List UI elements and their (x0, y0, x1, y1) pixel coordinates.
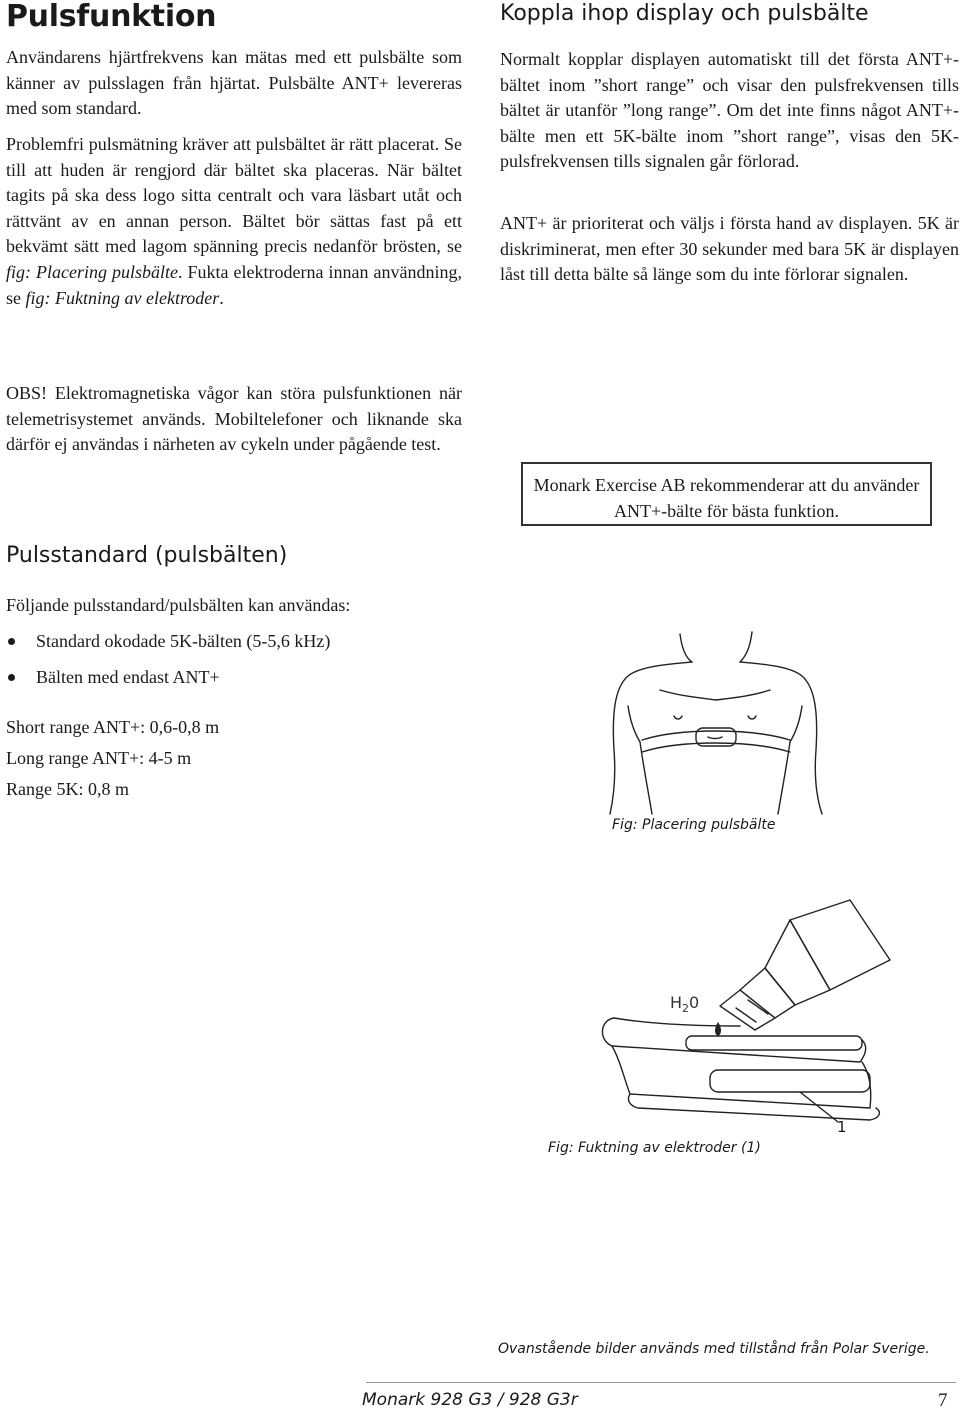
spec-long-range: Long range ANT+: 4-5 m (6, 748, 192, 768)
obs-paragraph: OBS! Elektromagnetiska vågor kan störa pulsfunktionen när telemetrisystemet används. Mobiltelefoner och liknande ska därför ej användas i närheten av cykeln under pågående test. (6, 383, 462, 455)
pairing-heading: Koppla ihop display och pulsbälte (500, 1, 869, 26)
obs-label: OBS! (6, 383, 48, 403)
fig-placement-caption: Fig: Placering pulsbälte (612, 817, 776, 833)
electrode-moistening-illustration (590, 890, 910, 1140)
pulse-standard-heading: Pulsstandard (pulsbälten) (6, 543, 288, 568)
pulse-standard-intro: Följande pulsstandard/pulsbälten kan användas: (6, 595, 351, 615)
page-title: Pulsfunktion (6, 0, 217, 34)
intro-paragraph: Användarens hjärtfrekvens kan mätas med ett pulsbälte som känner av pulsslagen från hjärtat. Pulsbälte ANT+ levereras med som standard. (6, 47, 462, 119)
h2o-label: $H_20$ (670, 993, 700, 1015)
footer-model: Monark 928 G3 / 928 G3r (362, 1390, 578, 1410)
page-number: 7 (938, 1390, 948, 1411)
bullet-icon (8, 674, 15, 681)
callout-number: 1 (837, 1118, 847, 1136)
pairing-paragraph: Normalt kopplar displayen automatiskt till det första ANT+-bältet inom ”short range” och visar den pulsfrekvensen tills bältet är utanför ”long range”. Om det inte finns något ANT+-bälte men ett 5K-bälte inom ”short range”, visas den 5K-pulsfrekvensen tills signalen går förlorad. (500, 49, 959, 172)
priority-paragraph: ANT+ är prioriterat och väljs i första hand av displayen. 5K är diskriminerat, men efter 30 sekunder med bara 5K är displayen låst till detta bälte så länge som du inte förlorar signalen. (500, 213, 959, 285)
pulse-standard-list (4, 630, 454, 702)
placement-paragraph: Problemfri pulsmätning kräver att pulsbältet är rätt placerat. Se till att huden är rengjord där bältet ska placeras. När bältet tagits på ska dess logo sitta centralt och vara läsbart utåt och rättvänt av en annan person. Bältet bör sättas fast på ett bekvämt sätt med lagom spänning precis nedanför brösten, se fig: Placering pulsbälte. Fukta elektroderna innan användning, se fig: Fuktning av elektroder. (6, 134, 462, 308)
spec-short-range: Short range ANT+: 0,6-0,8 m (6, 717, 220, 737)
bullet-icon (8, 638, 15, 645)
recommendation-box: Monark Exercise AB rekommenderar att du använder ANT+-bälte för bästa funktion. (521, 462, 932, 526)
fig-moistening-caption: Fig: Fuktning av elektroder (1) (548, 1140, 761, 1156)
spec-range-5k: Range 5K: 0,8 m (6, 779, 129, 799)
list-item: Bälten med endast ANT+ (4, 666, 454, 702)
fig-ref-placement: fig: Placering pulsbälte (6, 261, 179, 282)
torso-strap-illustration (600, 620, 830, 820)
range-specs (6, 712, 219, 805)
fig-ref-moistening: fig: Fuktning av elektroder (25, 287, 220, 308)
image-credit: Ovanstående bilder används med tillstånd från Polar Sverige. (498, 1341, 930, 1357)
footer-rule (366, 1382, 956, 1383)
list-item: Standard okodade 5K-bälten (5-5,6 kHz) (4, 630, 454, 666)
